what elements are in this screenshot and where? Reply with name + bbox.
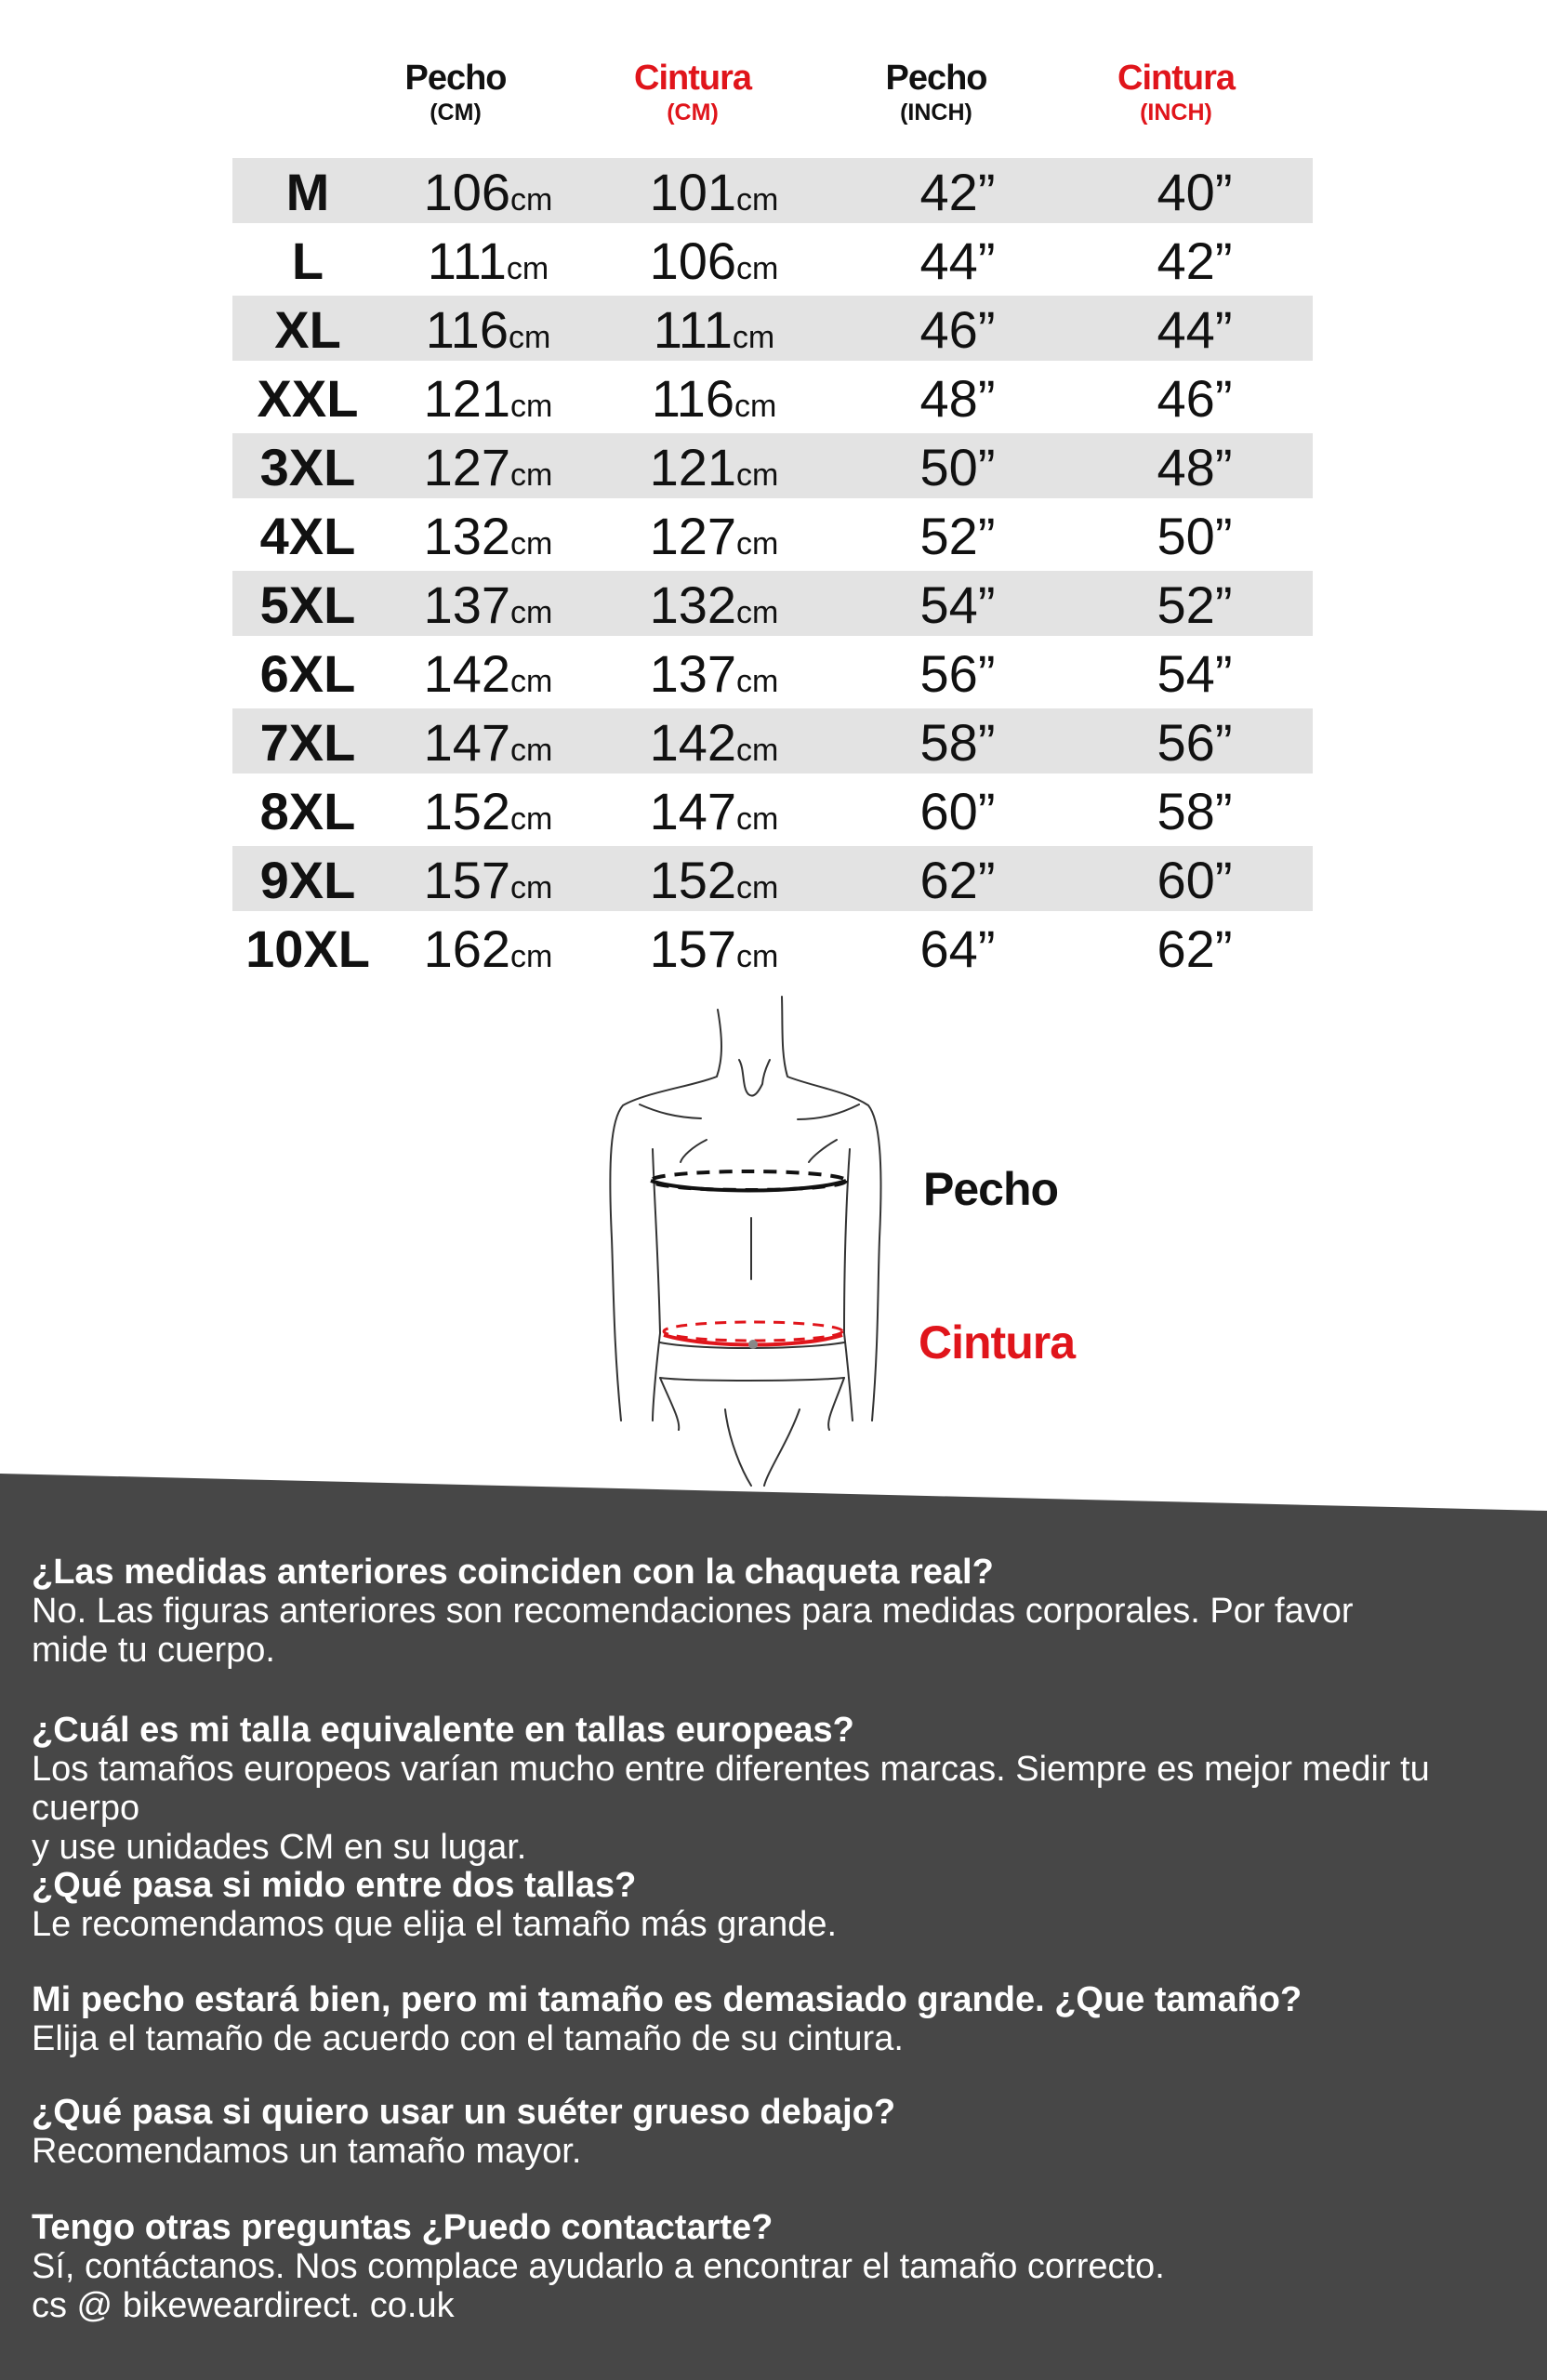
waist-inch-cell: [1092, 433, 1297, 498]
unit-cm: cm: [510, 801, 553, 837]
unit-cm: cm: [508, 320, 551, 355]
chest-inch-cell-value: 50”: [919, 438, 996, 496]
waist-cm-cell: [612, 364, 816, 430]
waist-cm-cell-value: 111: [653, 300, 733, 359]
chest-cm-cell-value: 162: [423, 919, 511, 978]
chest-cm-cell-value: 137: [423, 575, 511, 634]
waist-inch-cell-value: 44”: [1157, 300, 1233, 359]
chest-inch-cell-value: 54”: [919, 575, 996, 634]
chest-cm-cell-value: 142: [423, 644, 511, 703]
unit-cm: cm: [736, 664, 779, 699]
waist-inch-cell-value: 52”: [1157, 575, 1233, 634]
waist-cm-cell: [612, 296, 816, 361]
header-title: Pecho: [404, 59, 507, 98]
faq-answer-line: No. Las figuras anteriores son recomendaciones para medidas corporales. Por favor: [32, 1592, 1354, 1631]
faq-item: [32, 2208, 1519, 2325]
faq-question: Tengo otras preguntas ¿Puedo contactarte?: [32, 2208, 774, 2247]
faq-question: ¿Qué pasa si quiero usar un suéter grueso debajo?: [32, 2093, 896, 2132]
chest-cm-cell-value: 106: [423, 163, 511, 221]
unit-cm: cm: [510, 939, 553, 974]
table-row: [232, 158, 1313, 223]
waist-inch-cell-value: 46”: [1157, 369, 1233, 428]
unit-cm: cm: [510, 595, 553, 630]
waist-cm-cell-value: 152: [649, 851, 737, 909]
waist-cm-cell-value: 106: [649, 231, 737, 290]
unit-cm: cm: [732, 320, 775, 355]
header-unit: (INCH): [1140, 99, 1212, 126]
unit-cm: cm: [510, 526, 553, 562]
waist-inch-cell: [1092, 364, 1297, 430]
header-unit: (INCH): [900, 99, 972, 126]
chest-inch-cell: [855, 571, 1060, 636]
size-cell: [232, 846, 383, 911]
waist-inch-cell: [1092, 296, 1297, 361]
unit-cm: cm: [506, 251, 549, 286]
chest-cm-cell-value: 116: [425, 300, 509, 359]
chest-cm-cell: [386, 158, 590, 223]
faq-item: [32, 1711, 1519, 1867]
faq-answer-line: y use unidades CM en su lugar.: [32, 1828, 527, 1867]
faq-answer-line: Recomendamos un tamaño mayor.: [32, 2132, 582, 2171]
size-cell: [232, 502, 383, 567]
faq-question: Mi pecho estará bien, pero mi tamaño es demasiado grande. ¿Que tamaño?: [32, 1980, 1302, 2019]
chest-cm-cell: [386, 502, 590, 567]
chest-cm-cell: [386, 433, 590, 498]
unit-cm: cm: [510, 182, 553, 218]
faq-question: ¿Las medidas anteriores coinciden con la chaqueta real?: [32, 1553, 994, 1592]
table-row: [232, 846, 1313, 911]
table-row: [232, 708, 1313, 774]
chest-inch-cell-value: 44”: [919, 231, 996, 290]
unit-cm: cm: [510, 870, 553, 906]
waist-inch-cell-value: 56”: [1157, 713, 1233, 772]
header-waist-cm: [581, 58, 804, 126]
faq-item: [32, 2093, 1519, 2171]
header-unit: (CM): [667, 99, 719, 126]
chest-cm-cell-value: 127: [423, 438, 511, 496]
unit-cm: cm: [736, 870, 779, 906]
waist-inch-cell: [1092, 777, 1297, 842]
faq-item: [32, 1553, 1519, 1670]
size-cell-value: 9XL: [259, 851, 356, 909]
waist-inch-cell: [1092, 708, 1297, 774]
faq-answer-line: mide tu cuerpo.: [32, 1631, 275, 1670]
faq-answer-line: Le recomendamos que elija el tamaño más grande.: [32, 1905, 838, 1944]
chest-cm-cell-value: 152: [423, 782, 511, 840]
size-cell-value: 5XL: [259, 575, 356, 634]
table-row: [232, 640, 1313, 705]
waist-inch-cell-value: 48”: [1157, 438, 1233, 496]
waist-cm-cell-value: 147: [649, 782, 737, 840]
table-row: [232, 777, 1313, 842]
chest-inch-cell: [855, 227, 1060, 292]
size-cell: [232, 296, 383, 361]
size-cell: [232, 227, 383, 292]
chest-inch-cell: [855, 640, 1060, 705]
chest-inch-cell-value: 52”: [919, 507, 996, 565]
waist-inch-cell-value: 40”: [1157, 163, 1233, 221]
size-cell: [232, 158, 383, 223]
chest-cm-cell-value: 157: [423, 851, 511, 909]
unit-cm: cm: [510, 389, 553, 424]
size-cell-value: L: [291, 231, 324, 290]
chest-inch-cell: [855, 777, 1060, 842]
header-chest-inch: [825, 58, 1048, 126]
table-row: [232, 227, 1313, 292]
chest-inch-cell-value: 42”: [919, 163, 996, 221]
chest-label: Pecho: [923, 1163, 1059, 1215]
waist-inch-cell: [1092, 502, 1297, 567]
chest-inch-cell-value: 46”: [919, 300, 996, 359]
waist-cm-cell-value: 137: [649, 644, 737, 703]
chest-cm-cell-value: 132: [423, 507, 511, 565]
waist-inch-cell: [1092, 915, 1297, 980]
chest-inch-cell-value: 64”: [919, 919, 996, 978]
size-cell-value: XL: [274, 300, 341, 359]
chest-cm-cell: [386, 777, 590, 842]
header-chest-cm: [344, 58, 567, 126]
chest-inch-cell: [855, 502, 1060, 567]
unit-cm: cm: [736, 251, 779, 286]
header-unit: (CM): [430, 99, 482, 126]
unit-cm: cm: [736, 733, 779, 768]
waist-cm-cell: [612, 502, 816, 567]
chest-cm-cell: [386, 846, 590, 911]
faq-question: ¿Qué pasa si mido entre dos tallas?: [32, 1866, 637, 1905]
table-row: [232, 915, 1313, 980]
chest-cm-cell-value: 111: [427, 231, 507, 290]
table-row: [232, 296, 1313, 361]
unit-cm: cm: [736, 801, 779, 837]
waist-inch-cell-value: 62”: [1157, 919, 1233, 978]
chest-cm-cell: [386, 364, 590, 430]
faq-answer-line: Sí, contáctanos. Nos complace ayudarlo a encontrar el tamaño correcto.: [32, 2247, 1165, 2286]
body-outline-figure: [586, 995, 902, 1488]
size-cell-value: 6XL: [259, 644, 356, 703]
waist-cm-cell-value: 132: [649, 575, 737, 634]
size-cell-value: M: [285, 163, 330, 221]
faq-answer-line: Los tamaños europeos varían mucho entre diferentes marcas. Siempre es mejor medir tu cuerpo: [32, 1750, 1430, 1828]
chest-inch-cell-value: 62”: [919, 851, 996, 909]
chest-cm-cell-value: 147: [423, 713, 511, 772]
unit-cm: cm: [736, 526, 779, 562]
chest-cm-cell: [386, 571, 590, 636]
unit-cm: cm: [736, 939, 779, 974]
waist-cm-cell-value: 127: [649, 507, 737, 565]
size-cell: [232, 433, 383, 498]
size-cell-value: 10XL: [245, 919, 370, 978]
size-cell: [232, 708, 383, 774]
waist-inch-cell-value: 42”: [1157, 231, 1233, 290]
waist-cm-cell: [612, 433, 816, 498]
chest-inch-cell: [855, 915, 1060, 980]
unit-cm: cm: [736, 457, 779, 493]
chest-cm-cell: [386, 640, 590, 705]
faq-item: [32, 1866, 1519, 1944]
unit-cm: cm: [510, 457, 553, 493]
chest-inch-cell: [855, 433, 1060, 498]
waist-label: Cintura: [919, 1316, 1075, 1368]
header-title: Pecho: [885, 59, 987, 98]
faq-answer-line: Elija el tamaño de acuerdo con el tamaño de su cintura.: [32, 2019, 904, 2058]
chest-cm-cell-value: 121: [423, 369, 511, 428]
waist-inch-cell-value: 60”: [1157, 851, 1233, 909]
unit-cm: cm: [734, 389, 777, 424]
size-cell-value: 7XL: [259, 713, 356, 772]
size-cell-value: 3XL: [259, 438, 356, 496]
header-waist-inch: [1064, 58, 1288, 126]
waist-cm-cell: [612, 846, 816, 911]
waist-cm-cell-value: 142: [649, 713, 737, 772]
waist-cm-cell-value: 101: [649, 163, 737, 221]
waist-inch-cell: [1092, 227, 1297, 292]
waist-cm-cell: [612, 640, 816, 705]
waist-cm-cell-value: 157: [649, 919, 737, 978]
chest-cm-cell: [386, 915, 590, 980]
chest-measure-line: [651, 1171, 846, 1191]
waist-cm-cell: [612, 158, 816, 223]
size-cell: [232, 777, 383, 842]
waist-cm-cell: [612, 708, 816, 774]
waist-cm-cell: [612, 571, 816, 636]
faq-question: ¿Cuál es mi talla equivalente en tallas europeas?: [32, 1711, 854, 1750]
chest-cm-cell: [386, 227, 590, 292]
chest-cm-cell: [386, 708, 590, 774]
chest-inch-cell: [855, 158, 1060, 223]
waist-inch-cell-value: 50”: [1157, 507, 1233, 565]
chest-inch-cell: [855, 296, 1060, 361]
waist-inch-cell: [1092, 158, 1297, 223]
header-title: Cintura: [634, 59, 751, 98]
faq-item: [32, 1980, 1519, 2058]
size-chart: [0, 0, 1547, 985]
header-title: Cintura: [1117, 59, 1235, 98]
waist-inch-cell: [1092, 640, 1297, 705]
chest-cm-cell: [386, 296, 590, 361]
unit-cm: cm: [736, 182, 779, 218]
unit-cm: cm: [510, 733, 553, 768]
size-cell-value: 4XL: [259, 507, 356, 565]
chest-inch-cell-value: 56”: [919, 644, 996, 703]
size-cell-value: 8XL: [259, 782, 356, 840]
torso-outline: [610, 997, 880, 1486]
chest-inch-cell: [855, 846, 1060, 911]
waist-inch-cell-value: 54”: [1157, 644, 1233, 703]
waist-cm-cell: [612, 777, 816, 842]
chest-inch-cell: [855, 708, 1060, 774]
table-row: [232, 364, 1313, 430]
waist-cm-cell: [612, 227, 816, 292]
size-cell: [232, 571, 383, 636]
waist-inch-cell: [1092, 846, 1297, 911]
chest-inch-cell-value: 48”: [919, 369, 996, 428]
waist-inch-cell: [1092, 571, 1297, 636]
size-cell: [232, 640, 383, 705]
unit-cm: cm: [510, 664, 553, 699]
waist-cm-cell-value: 121: [649, 438, 737, 496]
unit-cm: cm: [736, 595, 779, 630]
size-cell: [232, 364, 383, 430]
size-cell-value: XXL: [257, 369, 359, 428]
size-cell: [232, 915, 383, 980]
faq-panel: [0, 1464, 1547, 2380]
chest-inch-cell: [855, 364, 1060, 430]
waist-cm-cell-value: 116: [651, 369, 734, 428]
chest-inch-cell-value: 60”: [919, 782, 996, 840]
chest-inch-cell-value: 58”: [919, 713, 996, 772]
faq-answer-line: cs @ bikeweardirect. co.uk: [32, 2286, 455, 2325]
waist-inch-cell-value: 58”: [1157, 782, 1233, 840]
table-row: [232, 433, 1313, 498]
waist-cm-cell: [612, 915, 816, 980]
table-row: [232, 502, 1313, 567]
table-row: [232, 571, 1313, 636]
